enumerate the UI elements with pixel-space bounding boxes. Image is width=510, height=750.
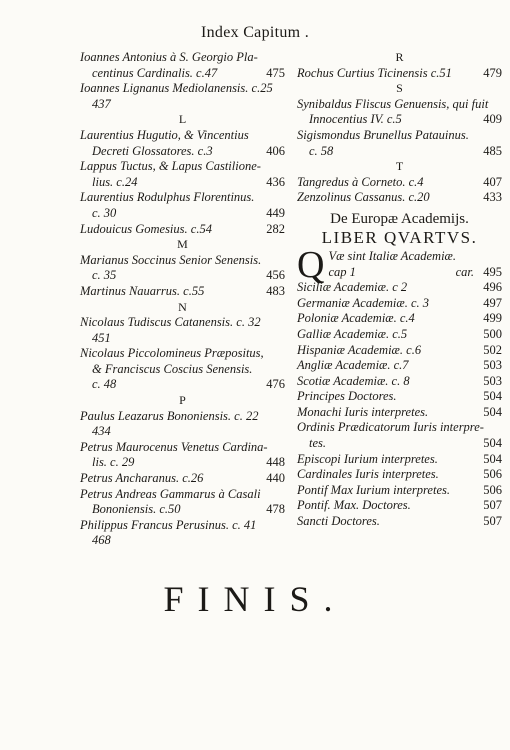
index-entry bbox=[297, 467, 502, 483]
index-entry bbox=[297, 358, 502, 374]
index-entry bbox=[80, 144, 285, 160]
section-letter: P bbox=[179, 393, 186, 408]
index-entry bbox=[297, 144, 502, 160]
entry-text: Petrus Ancharanus. c.26 bbox=[80, 471, 204, 486]
entry-text: 451 bbox=[92, 330, 111, 345]
index-entry bbox=[80, 190, 285, 206]
index-entry bbox=[297, 483, 502, 499]
entry-page: 409 bbox=[483, 112, 502, 127]
entry-text: Galliæ Academiæ. c.5 bbox=[297, 326, 408, 341]
entry-page: 499 bbox=[483, 311, 502, 326]
index-entry bbox=[297, 498, 502, 514]
index-entry bbox=[80, 502, 285, 518]
section-letter: R bbox=[395, 50, 404, 64]
entry-page: 407 bbox=[483, 174, 502, 189]
entry-text: & Franciscus Coscius Senensis. bbox=[92, 361, 253, 376]
entry-page: 502 bbox=[483, 342, 502, 357]
entry-text: Synibaldus Fliscus Genuensis, qui fuit bbox=[297, 96, 489, 111]
index-entry bbox=[80, 97, 285, 113]
intro-page: 495 bbox=[483, 264, 502, 279]
entry-text: Lappus Tuctus, & Lapus Castilione- bbox=[80, 159, 261, 174]
entry-text: Sigismondus Brunellus Patauinus. bbox=[297, 127, 469, 142]
liber-heading: LIBER QVARTVS. bbox=[321, 227, 478, 247]
index-entry bbox=[80, 284, 285, 300]
entry-text: Angliæ Academiæ. c.7 bbox=[297, 358, 409, 373]
index-entry bbox=[297, 175, 502, 191]
entry-text: Scotiæ Academiæ. c. 8 bbox=[297, 373, 410, 388]
entry-text: Marianus Soccinus Senior Senensis. bbox=[80, 252, 262, 267]
index-entry bbox=[80, 424, 285, 440]
index-entry bbox=[297, 343, 502, 359]
intro-chapter-b: car. bbox=[455, 264, 474, 279]
entry-page: 504 bbox=[483, 436, 502, 451]
right-index-column bbox=[297, 50, 502, 530]
intro-line-1: Væ sint Italiæ Academiæ. bbox=[328, 249, 456, 264]
entry-text: Pontif. Max. Doctores. bbox=[297, 498, 411, 513]
entry-text: Petrus Andreas Gammarus à Casali bbox=[80, 486, 261, 501]
index-entry bbox=[80, 440, 285, 456]
entry-text: lius. c.24 bbox=[92, 174, 138, 189]
entry-page: 440 bbox=[266, 471, 285, 486]
entry-text: Pontif Max Iurium interpretes. bbox=[297, 482, 450, 497]
index-entry bbox=[80, 518, 285, 534]
entry-page: 478 bbox=[266, 502, 285, 517]
entry-text: Ludouicus Gomesius. c.54 bbox=[80, 221, 212, 236]
entry-page: 507 bbox=[483, 498, 502, 513]
entry-text: Martinus Nauarrus. c.55 bbox=[80, 283, 205, 298]
entry-text: Monachi Iuris interpretes. bbox=[297, 404, 429, 419]
index-entry bbox=[80, 268, 285, 284]
section-letter: T bbox=[395, 159, 404, 174]
entry-text: c. 58 bbox=[309, 143, 334, 158]
entry-text: 468 bbox=[92, 533, 111, 548]
entry-text: Decreti Glossatores. c.3 bbox=[92, 143, 213, 158]
index-entry bbox=[297, 128, 502, 144]
entry-page: 282 bbox=[266, 221, 285, 236]
entry-page: 500 bbox=[483, 326, 502, 341]
index-entry bbox=[297, 420, 502, 436]
index-entry bbox=[297, 296, 502, 312]
index-entry bbox=[297, 311, 502, 327]
index-entry bbox=[80, 81, 285, 97]
index-entry bbox=[80, 455, 285, 471]
index-entry bbox=[297, 190, 502, 206]
entry-page: 456 bbox=[266, 268, 285, 283]
entry-text: Rochus Curtius Ticinensis c.51 bbox=[297, 65, 452, 80]
entry-page: 506 bbox=[483, 467, 502, 482]
index-entry bbox=[80, 346, 285, 362]
entry-page: 504 bbox=[483, 404, 502, 419]
entry-text: Episcopi Iurium interpretes. bbox=[297, 451, 438, 466]
entry-text: Principes Doctores. bbox=[297, 389, 397, 404]
entry-text: centinus Cardinalis. c.47 bbox=[92, 65, 218, 80]
entry-page: 406 bbox=[266, 143, 285, 158]
entry-page: 449 bbox=[266, 205, 285, 220]
entry-text: Nicolaus Piccolomineus Præpositus, bbox=[80, 346, 264, 361]
entry-text: Innocentius IV. c.5 bbox=[309, 112, 402, 127]
entry-page: 497 bbox=[483, 295, 502, 310]
entry-text: c. 30 bbox=[92, 205, 117, 220]
academies-title: De Europæ Academijs. bbox=[330, 210, 469, 227]
entry-text: Germaniæ Academiæ. c. 3 bbox=[297, 295, 430, 310]
right-index-bottom bbox=[297, 280, 502, 530]
entry-page: 475 bbox=[266, 65, 285, 80]
index-entry bbox=[80, 315, 285, 331]
entry-text: c. 35 bbox=[92, 268, 117, 283]
entry-text: tes. bbox=[309, 436, 327, 451]
index-entry bbox=[80, 50, 285, 66]
section-letter: M bbox=[177, 237, 188, 252]
index-entry bbox=[80, 175, 285, 191]
index-entry bbox=[297, 66, 502, 82]
entry-page: 504 bbox=[483, 451, 502, 466]
entry-page: 503 bbox=[483, 358, 502, 373]
entry-page: 483 bbox=[266, 283, 285, 298]
section-letter: N bbox=[178, 299, 187, 314]
entry-text: Poloniæ Academiæ. c.4 bbox=[297, 311, 415, 326]
index-entry bbox=[297, 327, 502, 343]
index-entry bbox=[80, 409, 285, 425]
intro-entry bbox=[297, 244, 502, 287]
index-entry bbox=[80, 377, 285, 393]
section-letter: S bbox=[396, 81, 403, 96]
entry-text: Laurentius Hugutio, & Vincentius bbox=[80, 127, 249, 142]
entry-text: Nicolaus Tudiscus Catanensis. c. 32 bbox=[80, 315, 261, 330]
intro-chapter: cap 1 bbox=[328, 264, 356, 279]
entry-page: 476 bbox=[266, 377, 285, 392]
index-entry bbox=[297, 405, 502, 421]
page-header: Index Capitum . bbox=[200, 24, 310, 41]
index-entry bbox=[80, 533, 285, 549]
index-entry bbox=[80, 159, 285, 175]
entry-page: 485 bbox=[483, 143, 502, 158]
entry-text: Laurentius Rodulphus Florentinus. bbox=[80, 190, 255, 205]
index-entry bbox=[297, 436, 502, 452]
entry-text: 434 bbox=[92, 424, 111, 439]
entry-page: 448 bbox=[266, 455, 285, 470]
right-index-top bbox=[297, 50, 502, 206]
section-letter: L bbox=[178, 112, 187, 127]
index-entry bbox=[297, 280, 502, 296]
drop-cap: Q bbox=[297, 244, 325, 287]
index-entry bbox=[80, 331, 285, 347]
index-entry bbox=[80, 128, 285, 144]
entry-text: Hispaniæ Academiæ. c.6 bbox=[297, 342, 422, 357]
entry-text: Ioannes Lignanus Mediolanensis. c.25 bbox=[80, 81, 273, 96]
entry-page: 506 bbox=[483, 482, 502, 497]
index-entry bbox=[297, 452, 502, 468]
index-entry bbox=[297, 112, 502, 128]
entry-text: Ordinis Prædicatorum Iuris interpre- bbox=[297, 420, 484, 435]
entry-text: Cardinales Iuris interpretes. bbox=[297, 467, 439, 482]
entry-page: 504 bbox=[483, 389, 502, 404]
index-entry bbox=[80, 206, 285, 222]
intro-line-2 bbox=[297, 265, 502, 281]
entry-page: 503 bbox=[483, 373, 502, 388]
index-entry bbox=[80, 222, 285, 238]
index-entry bbox=[297, 514, 502, 530]
entry-text: Philippus Francus Perusinus. c. 41 bbox=[80, 517, 257, 532]
index-entry bbox=[80, 362, 285, 378]
entry-text: lis. c. 29 bbox=[92, 455, 135, 470]
entry-page: 496 bbox=[483, 280, 502, 295]
index-entry bbox=[297, 389, 502, 405]
entry-page: 479 bbox=[483, 65, 502, 80]
entry-text: Zenzolinus Cassanus. c.20 bbox=[297, 190, 430, 205]
left-index-column bbox=[80, 50, 285, 549]
index-entry bbox=[297, 374, 502, 390]
entry-text: 437 bbox=[92, 96, 111, 111]
entry-text: Bononiensis. c.50 bbox=[92, 502, 181, 517]
entry-text: Sancti Doctores. bbox=[297, 514, 380, 529]
entry-page: 436 bbox=[266, 174, 285, 189]
index-entry bbox=[80, 471, 285, 487]
entry-text: Ioannes Antonius à S. Georgio Pla- bbox=[80, 50, 258, 64]
index-entry bbox=[297, 97, 502, 113]
entry-text: Petrus Maurocenus Venetus Cardina- bbox=[80, 439, 268, 454]
entry-page: 433 bbox=[483, 190, 502, 205]
entry-text: Paulus Leazarus Bononiensis. c. 22 bbox=[80, 408, 259, 423]
entry-page: 507 bbox=[483, 514, 502, 529]
index-entry bbox=[80, 253, 285, 269]
index-entry bbox=[80, 487, 285, 503]
entry-text: c. 48 bbox=[92, 377, 117, 392]
entry-text: Siciliæ Academiæ. c 2 bbox=[297, 280, 408, 295]
entry-text: Tangredus à Corneto. c.4 bbox=[297, 174, 424, 189]
index-entry bbox=[80, 66, 285, 82]
finis-text: FINIS. bbox=[163, 579, 347, 619]
